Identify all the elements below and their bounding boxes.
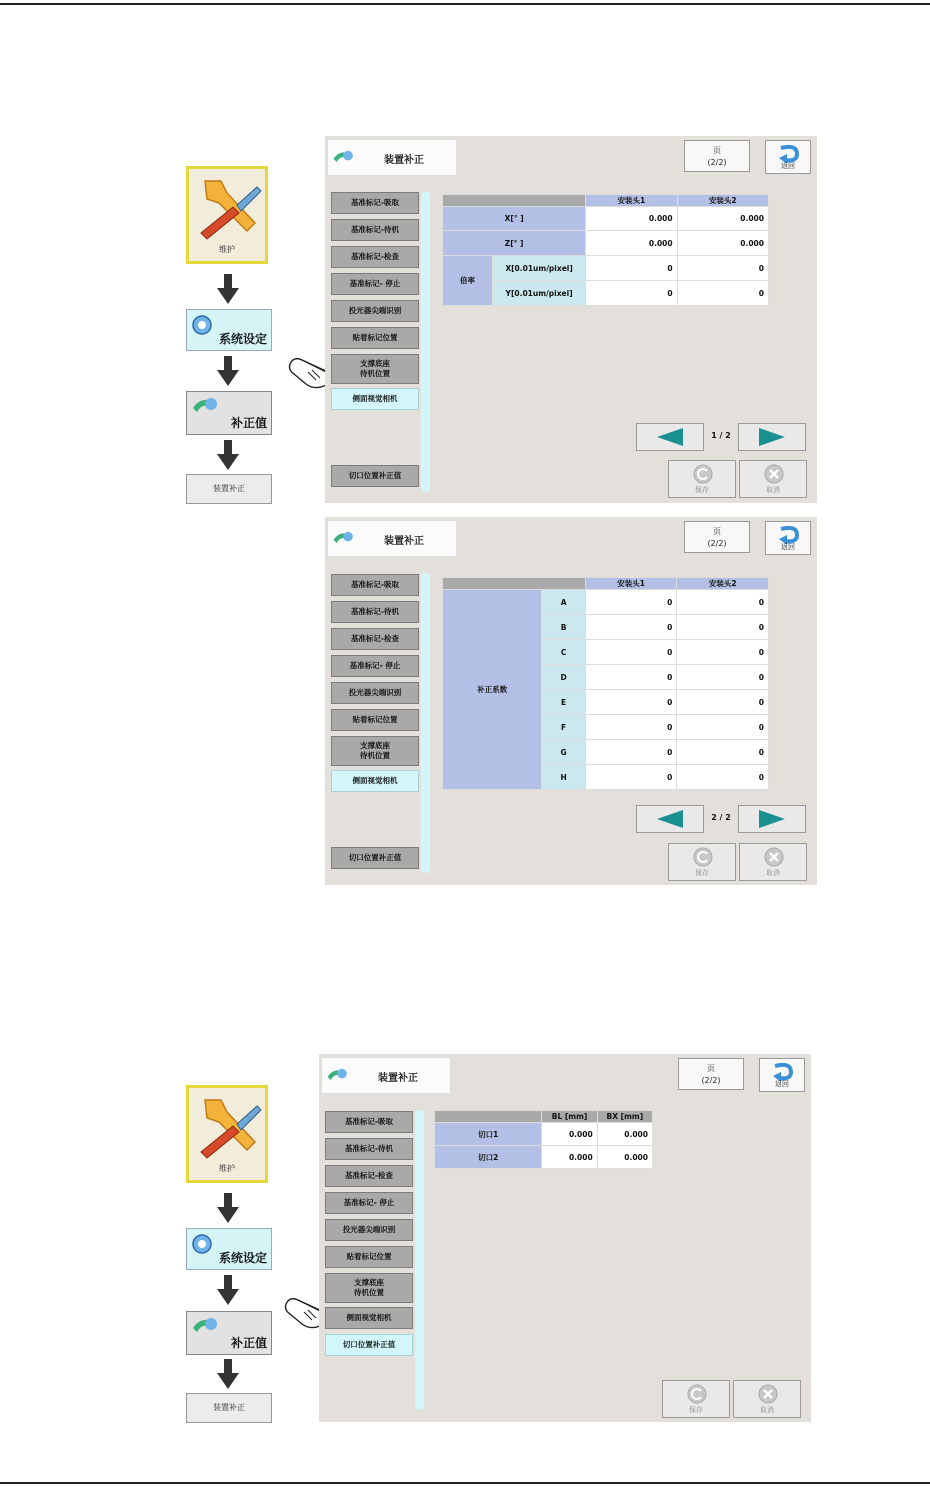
page-indicator: 2 / 2: [711, 813, 731, 822]
save-label: 保存: [689, 1406, 703, 1414]
cancel-button[interactable]: [739, 843, 807, 881]
cancel-button[interactable]: [739, 460, 807, 498]
column-header: 安装头2: [677, 195, 768, 207]
sidebar-item-side-vision-camera[interactable]: 侧面视觉相机: [331, 770, 419, 792]
row-label: C: [542, 640, 585, 665]
value-cell[interactable]: 0.000: [597, 1123, 652, 1146]
arrow-down-icon: [217, 1359, 239, 1389]
value-cell[interactable]: 0: [677, 615, 769, 640]
compensation-value-button[interactable]: [186, 1311, 272, 1355]
value-cell[interactable]: 0: [585, 615, 677, 640]
top-rule: [0, 3, 930, 5]
row-label: B: [542, 615, 585, 640]
sidebar-item-ref-mark-stop[interactable]: 基准标记- 停止: [325, 1192, 413, 1214]
value-cell[interactable]: 0: [677, 715, 769, 740]
sidebar-item-ref-mark-pickup[interactable]: 基准标记-吸取: [325, 1111, 413, 1133]
notch-position-table: [434, 1110, 653, 1169]
sidebar-item-label: 待机位置: [360, 751, 390, 760]
value-cell[interactable]: 0: [586, 256, 677, 281]
page-label: 页: [713, 527, 721, 536]
group-label: 倍率: [443, 256, 493, 306]
navigation-flow-1: [186, 166, 272, 506]
prev-page-button[interactable]: [636, 805, 704, 833]
save-button[interactable]: [668, 843, 736, 881]
sidebar-item-ref-mark-inspect[interactable]: 基准标记-检查: [325, 1165, 413, 1187]
back-label: 返回: [781, 162, 795, 170]
left-arrow-icon: [657, 428, 683, 446]
row-label: 切口2: [435, 1146, 542, 1169]
device-compensation-screen-2: [325, 517, 817, 885]
left-arrow-icon: [657, 810, 683, 828]
value-cell[interactable]: 0: [677, 690, 769, 715]
prev-page-button[interactable]: [636, 423, 704, 451]
row-label: X[0.01um/pixel]: [492, 256, 585, 281]
cancel-icon: [764, 464, 784, 484]
sidebar-item-ref-mark-standby[interactable]: 基准标记-待机: [331, 601, 419, 623]
page-button[interactable]: [684, 140, 750, 172]
value-cell[interactable]: 0.000: [586, 231, 677, 256]
page-label: 页: [713, 146, 721, 155]
bottom-rule: [0, 1482, 930, 1484]
sidebar-scrollbar[interactable]: [421, 573, 430, 873]
back-button[interactable]: [765, 140, 811, 174]
compensation-icon: [191, 394, 221, 420]
value-cell[interactable]: 0.000: [542, 1146, 597, 1169]
right-arrow-icon: [759, 810, 785, 828]
table-row: [443, 256, 769, 281]
row-label: G: [542, 740, 585, 765]
value-cell[interactable]: 0.000: [542, 1123, 597, 1146]
screen-title: 装置补正: [384, 536, 424, 547]
sidebar-item-ref-mark-stop[interactable]: 基准标记- 停止: [331, 273, 419, 295]
arrow-down-icon: [217, 274, 239, 304]
value-cell[interactable]: 0: [677, 590, 769, 615]
sidebar-item-notch-position-comp[interactable]: 切口位置补正值: [331, 847, 419, 869]
sidebar-scrollbar[interactable]: [421, 192, 430, 492]
table-corner: [443, 578, 586, 590]
system-settings-button[interactable]: [186, 309, 272, 351]
value-cell[interactable]: 0: [677, 665, 769, 690]
arrow-down-icon: [217, 1193, 239, 1223]
table-row: [435, 1146, 653, 1169]
page-value: (2/2): [707, 539, 727, 548]
row-label: X[° ]: [443, 207, 586, 231]
cancel-label: 取消: [766, 486, 780, 494]
table-corner: [435, 1111, 542, 1123]
compensation-icon: [332, 147, 356, 169]
save-label: 保存: [695, 869, 709, 877]
wrench-screwdriver-icon: [193, 1092, 263, 1162]
device-compensation-button[interactable]: 装置补正: [186, 1393, 272, 1423]
back-label: 返回: [781, 543, 795, 551]
value-cell[interactable]: 0: [585, 715, 677, 740]
page-value: (2/2): [701, 1076, 721, 1085]
compensation-value-label: 补正值: [230, 416, 267, 430]
compensation-icon: [191, 1314, 221, 1340]
value-cell[interactable]: 0: [677, 281, 768, 306]
back-label: 返回: [775, 1080, 789, 1088]
row-label: E: [542, 690, 585, 715]
device-compensation-button[interactable]: 装置补正: [186, 474, 272, 504]
cancel-label: 取消: [760, 1406, 774, 1414]
value-cell[interactable]: 0: [585, 590, 677, 615]
value-cell[interactable]: 0: [677, 765, 769, 790]
page-label: 页: [707, 1064, 715, 1073]
cancel-button[interactable]: [733, 1380, 801, 1418]
sidebar-item-attach-mark-position[interactable]: 贴着标记位置: [331, 709, 419, 731]
sidebar-item-support-base-standby[interactable]: [331, 354, 419, 384]
device-compensation-screen-3: [319, 1054, 811, 1422]
sidebar-item-projector-tip[interactable]: 投光器尖端识别: [325, 1219, 413, 1241]
system-settings-label: 系统设定: [218, 1251, 267, 1265]
column-header: 安装头2: [677, 578, 769, 590]
screen-title: 装置补正: [378, 1073, 418, 1084]
maintenance-button[interactable]: [186, 166, 268, 264]
row-label: Y[0.01um/pixel]: [492, 281, 585, 306]
gear-icon: [190, 313, 214, 337]
wrench-screwdriver-icon: [193, 173, 263, 243]
sidebar-item-attach-mark-position[interactable]: 贴着标记位置: [331, 327, 419, 349]
row-label: 切口1: [435, 1123, 542, 1146]
navigation-flow-2: [186, 1085, 272, 1425]
row-label: A: [542, 590, 585, 615]
value-cell[interactable]: 0.000: [586, 207, 677, 231]
sidebar-item-projector-tip[interactable]: 投光器尖端识别: [331, 682, 419, 704]
row-label: H: [542, 765, 585, 790]
cancel-icon: [758, 1384, 778, 1404]
sidebar-item-label: 支撑底座: [360, 359, 390, 368]
value-cell[interactable]: 0: [677, 256, 768, 281]
compensation-value-button[interactable]: [186, 391, 272, 435]
coefficient-table: [442, 577, 769, 790]
arrow-down-icon: [217, 1275, 239, 1305]
page-button[interactable]: [684, 521, 750, 553]
sidebar-item-label: 待机位置: [354, 1288, 384, 1297]
sidebar-item-side-vision-camera[interactable]: 侧面视觉相机: [331, 388, 419, 410]
compensation-icon: [326, 1065, 350, 1087]
maintenance-button[interactable]: [186, 1085, 268, 1183]
row-label: Z[° ]: [443, 231, 586, 256]
column-header: 安装头1: [585, 578, 677, 590]
sidebar-item-support-base-standby[interactable]: [331, 736, 419, 766]
sidebar-item-ref-mark-stop[interactable]: 基准标记- 停止: [331, 655, 419, 677]
compensation-value-label: 补正值: [230, 1336, 267, 1350]
column-header: BX [mm]: [597, 1111, 652, 1123]
right-arrow-icon: [759, 428, 785, 446]
value-cell[interactable]: 0: [677, 640, 769, 665]
sidebar-scrollbar[interactable]: [415, 1110, 424, 1410]
save-icon: [687, 1384, 707, 1404]
sidebar-item-side-vision-camera[interactable]: 侧面视觉相机: [325, 1307, 413, 1329]
page-button[interactable]: [678, 1058, 744, 1090]
sidebar-item-notch-position-comp[interactable]: 切口位置补正值: [331, 465, 419, 487]
sidebar-item-projector-tip[interactable]: 投光器尖端识别: [331, 300, 419, 322]
sidebar-item-label: 支撑底座: [360, 741, 390, 750]
maintenance-label: 维护: [219, 245, 235, 254]
column-header: 安装头1: [586, 195, 677, 207]
value-cell[interactable]: 0: [585, 690, 677, 715]
value-cell[interactable]: 0.000: [597, 1146, 652, 1169]
sidebar-item-ref-mark-inspect[interactable]: 基准标记-检查: [331, 628, 419, 650]
back-button[interactable]: [759, 1058, 805, 1092]
sidebar-item-notch-position-comp[interactable]: 切口位置补正值: [325, 1334, 413, 1356]
gear-icon: [190, 1232, 214, 1256]
sidebar-item-ref-mark-standby[interactable]: 基准标记-待机: [331, 219, 419, 241]
next-page-button[interactable]: [738, 805, 806, 833]
value-cell[interactable]: 0.000: [677, 207, 768, 231]
arrow-down-icon: [217, 356, 239, 386]
save-button[interactable]: [668, 460, 736, 498]
table-row: [443, 231, 769, 256]
page-indicator: 1 / 2: [711, 431, 731, 440]
value-cell[interactable]: 0: [677, 740, 769, 765]
system-settings-button[interactable]: [186, 1228, 272, 1270]
maintenance-label: 维护: [219, 1164, 235, 1173]
value-cell[interactable]: 0: [585, 740, 677, 765]
compensation-table: [442, 194, 769, 306]
save-icon: [693, 847, 713, 867]
group-label: 补正系数: [443, 590, 542, 790]
screen-title: 装置补正: [384, 155, 424, 166]
sidebar-item-ref-mark-standby[interactable]: 基准标记-待机: [325, 1138, 413, 1160]
row-label: F: [542, 715, 585, 740]
value-cell[interactable]: 0.000: [677, 231, 768, 256]
sidebar-item-label: 待机位置: [360, 369, 390, 378]
save-icon: [693, 464, 713, 484]
sidebar-item-ref-mark-pickup[interactable]: 基准标记-吸取: [331, 192, 419, 214]
page-value: (2/2): [707, 158, 727, 167]
sidebar-item-attach-mark-position[interactable]: 贴着标记位置: [325, 1246, 413, 1268]
sidebar-item-label: 支撑底座: [354, 1278, 384, 1287]
value-cell[interactable]: 0: [586, 281, 677, 306]
device-compensation-screen-1: [325, 136, 817, 503]
screen-title-box: [321, 1057, 451, 1094]
screen-title-box: [327, 139, 457, 176]
sidebar-item-ref-mark-inspect[interactable]: 基准标记-检查: [331, 246, 419, 268]
table-row: [443, 207, 769, 231]
sidebar-item-ref-mark-pickup[interactable]: 基准标记-吸取: [331, 574, 419, 596]
screen-title-box: [327, 520, 457, 557]
row-label: D: [542, 665, 585, 690]
back-button[interactable]: [765, 521, 811, 555]
arrow-down-icon: [217, 440, 239, 470]
value-cell[interactable]: 0: [585, 765, 677, 790]
system-settings-label: 系统设定: [218, 332, 267, 346]
next-page-button[interactable]: [738, 423, 806, 451]
value-cell[interactable]: 0: [585, 640, 677, 665]
table-corner: [443, 195, 586, 207]
sidebar-item-support-base-standby[interactable]: [325, 1273, 413, 1303]
cancel-label: 取消: [766, 869, 780, 877]
save-button[interactable]: [662, 1380, 730, 1418]
compensation-icon: [332, 528, 356, 550]
table-row: [435, 1123, 653, 1146]
cancel-icon: [764, 847, 784, 867]
column-header: BL [mm]: [542, 1111, 597, 1123]
table-row: [443, 590, 769, 615]
value-cell[interactable]: 0: [585, 665, 677, 690]
save-label: 保存: [695, 486, 709, 494]
